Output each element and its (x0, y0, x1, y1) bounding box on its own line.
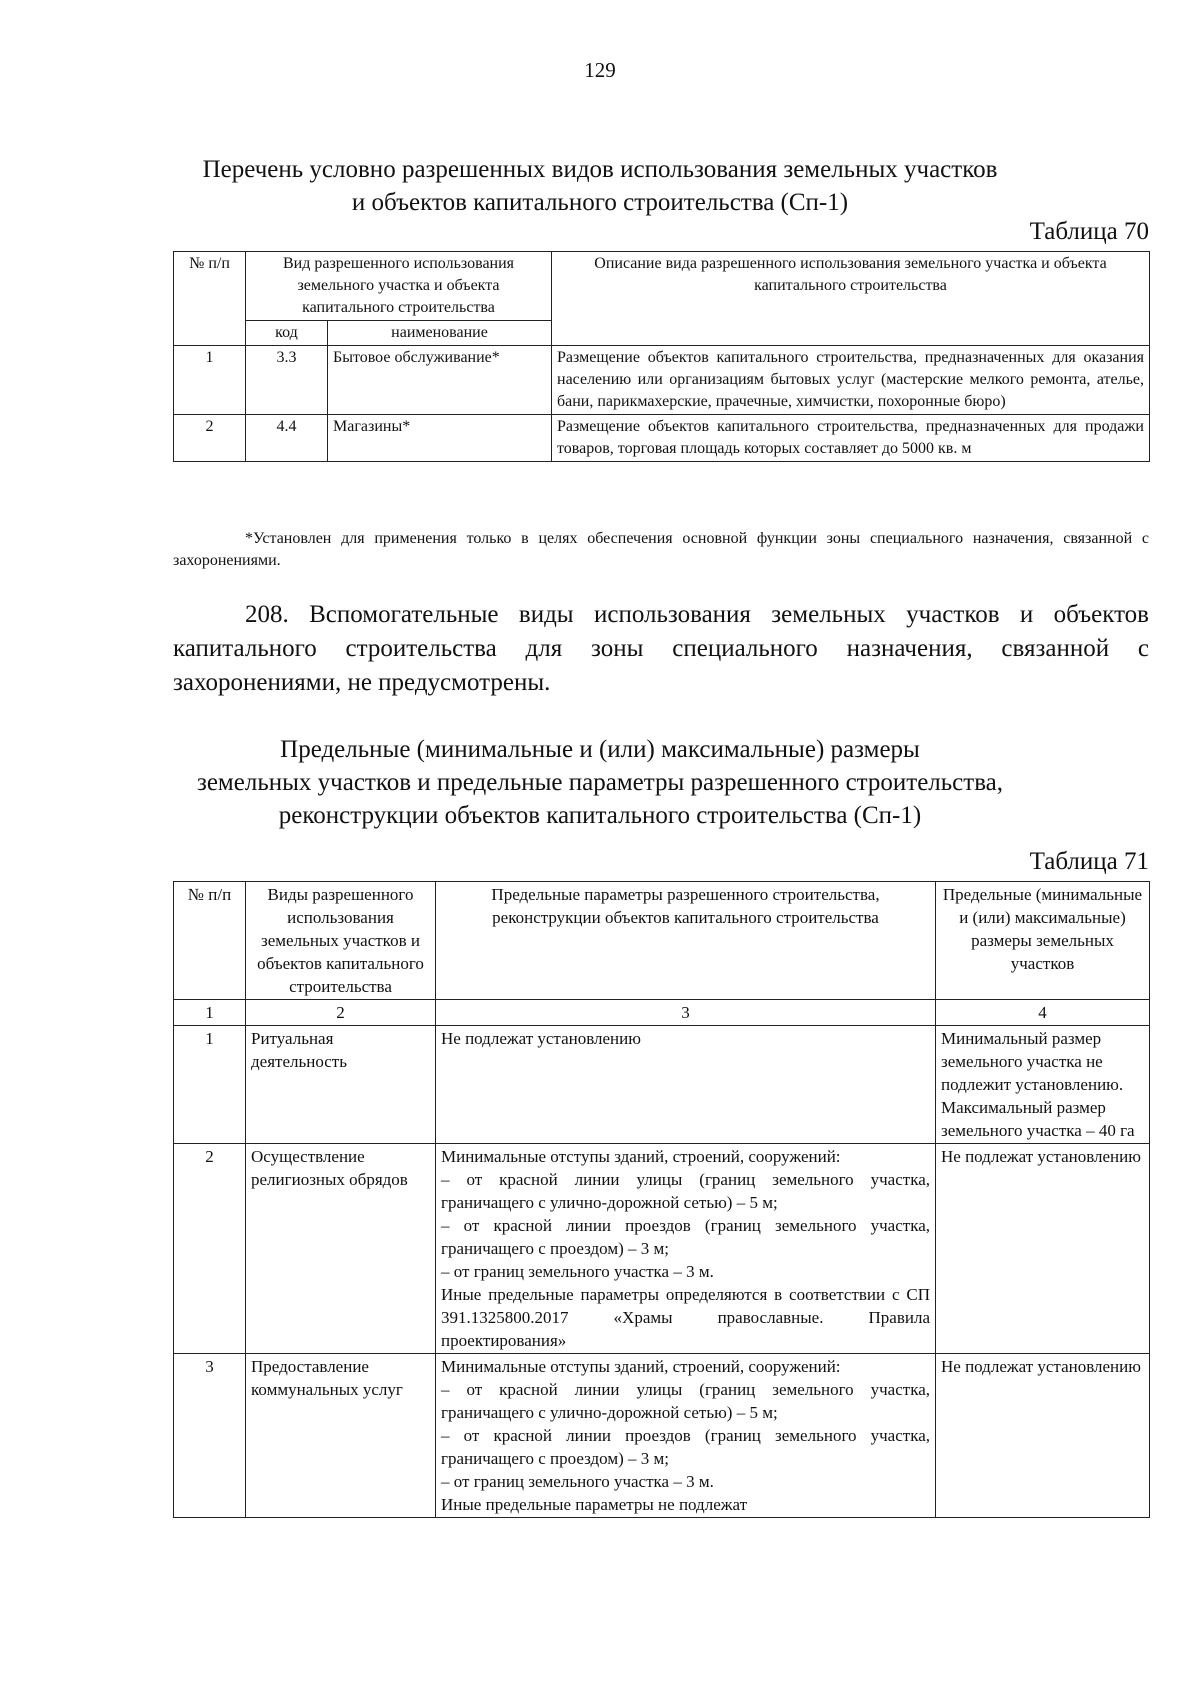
table71-row2-param-line: – от границ земельного участка – 3 м. (441, 1262, 714, 1281)
table71-row1-sizes (936, 1026, 1150, 1144)
table-row (174, 346, 1150, 415)
table70-caption: Таблица 70 (1029, 218, 1149, 245)
table71-row3-sizes (936, 1354, 1150, 1518)
table71-header-row (174, 882, 1150, 1000)
table-row (174, 415, 1150, 462)
table71-row2-param-line: – от красной линии проездов (границ земельного участка, граничащего с проездом) – 3 м; (441, 1216, 930, 1258)
table71-index-2: 2 (246, 1000, 436, 1026)
table70-row1-code: 3.3 (246, 346, 328, 415)
table70-row2-code: 4.4 (246, 415, 328, 462)
page-number: 129 (584, 58, 616, 82)
section1-title-line2: и объектов капитального строительства (Сп-1) (351, 189, 849, 216)
table71-col2: Виды разрешенного использования земельных участков и объектов капитального строительства (246, 882, 436, 1000)
table71-row2-num: 2 (174, 1144, 246, 1354)
table70-header-row (174, 252, 1150, 321)
table71-row2-param-line: Иные предельные параметры определяются в соответствии с СП 391.1325800.2017 «Храмы православные. Правила проектирования» (441, 1285, 930, 1350)
table71-col3: Предельные параметры разрешенного строительства, реконструкции объектов капитального строительства (436, 882, 936, 1000)
table70-row2-desc: Размещение объектов капитального строительства, предназначенных для продажи товаров, торговая площадь которых составляет до 5000 кв. м (552, 415, 1150, 462)
table71-row3-kind: Предоставление коммунальных услуг (246, 1354, 436, 1518)
table71-row2-param-line: – от красной линии улицы (границ земельного участка, граничащего с улично-дорожной сетью) – 5 м; (441, 1170, 930, 1212)
section2-title-line1: Предельные (минимальные и (или) максимальные) размеры (280, 736, 920, 763)
table70-row2-num: 2 (174, 415, 246, 462)
table71-row2-kind: Осуществление религиозных обрядов (246, 1144, 436, 1354)
table71-row2-size-line: Не подлежат установлению (941, 1147, 1141, 1166)
section1-title (150, 153, 1050, 219)
table71-row3-param-line: – от красной линии улицы (границ земельного участка, граничащего с улично-дорожной сетью) – 5 м; (441, 1380, 930, 1422)
table71-row1-size-line: Минимальный размер земельного участка не подлежит установлению. (941, 1029, 1124, 1094)
table71-row3-param-line: – от красной линии проездов (границ земельного участка, граничащего с проездом) – 3 м; (441, 1426, 930, 1468)
section2-title-line2: земельных участков и предельные параметры разрешенного строительства, (196, 769, 1004, 796)
table70-col-name: наименование (328, 321, 552, 346)
table70-col-kind: Вид разрешенного использования земельного участка и объекта капитального строительства (246, 252, 552, 321)
table71-row3-param-line: – от границ земельного участка – 3 м. (441, 1472, 714, 1491)
table-row (174, 1144, 1150, 1354)
table71-row2-param-line: Минимальные отступы зданий, строений, сооружений: (441, 1147, 841, 1166)
section1-title-line1: Перечень условно разрешенных видов использования земельных участков (202, 156, 998, 183)
section2-title (150, 733, 1050, 832)
section2-title-line3: реконструкции объектов капитального строительства (Сп-1) (278, 802, 922, 829)
table70-row1-num: 1 (174, 346, 246, 415)
table70-row1-desc: Размещение объектов капитального строительства, предназначенных для оказания населению или организациям бытовых услуг (мастерские мелкого ремонта, ателье, бани, парикмахерские, прачечные, химчистки, похоронные бюро) (552, 346, 1150, 415)
table71-row1-params (436, 1026, 936, 1144)
table71-row3-param-line: Иные предельные параметры не подлежат (441, 1495, 748, 1514)
table71-index-row (174, 1000, 1150, 1026)
table71-row3-param-line: Минимальные отступы зданий, строений, сооружений: (441, 1357, 841, 1376)
footnote: *Установлен для применения только в целях обеспечения основной функции зоны специального назначения, связанной с захоронениями. (173, 530, 1149, 569)
table71-col4: Предельные (минимальные и (или) максимальные) размеры земельных участков (936, 882, 1150, 1000)
table71-caption: Таблица 71 (1029, 848, 1149, 875)
table70-row2-name: Магазины* (328, 415, 552, 462)
table71-row1-param-line: Не подлежат установлению (441, 1029, 641, 1048)
table70-col-code: код (246, 321, 328, 346)
table71-row1-num: 1 (174, 1026, 246, 1144)
table71-row2-params (436, 1144, 936, 1354)
table71-index-3: 3 (436, 1000, 936, 1026)
table70-col-num: № п/п (174, 252, 246, 346)
table-70 (173, 251, 1150, 462)
table71-index-4: 4 (936, 1000, 1150, 1026)
table70-col-desc: Описание вида разрешенного использования земельного участка и объекта капитального строительства (552, 252, 1150, 346)
table70-row1-name: Бытовое обслуживание* (328, 346, 552, 415)
paragraph-208: 208. Вспомогательные виды использования земельных участков и объектов капитального строительства для зоны специального назначения, связанной с захоронениями, не предусмотрены. (173, 601, 1149, 696)
table71-row3-num: 3 (174, 1354, 246, 1518)
table71-row2-sizes (936, 1144, 1150, 1354)
table71-row3-size-line: Не подлежат установлению (941, 1357, 1141, 1376)
table71-index-1: 1 (174, 1000, 246, 1026)
table71-row1-size-line: Максимальный размер земельного участка – 40 га (941, 1098, 1135, 1140)
table71-row3-params (436, 1354, 936, 1518)
table-71 (173, 881, 1150, 1518)
table71-row1-kind: Ритуальная деятельность (246, 1026, 436, 1144)
table-row (174, 1354, 1150, 1518)
table71-col1: № п/п (174, 882, 246, 1000)
table-row (174, 1026, 1150, 1144)
